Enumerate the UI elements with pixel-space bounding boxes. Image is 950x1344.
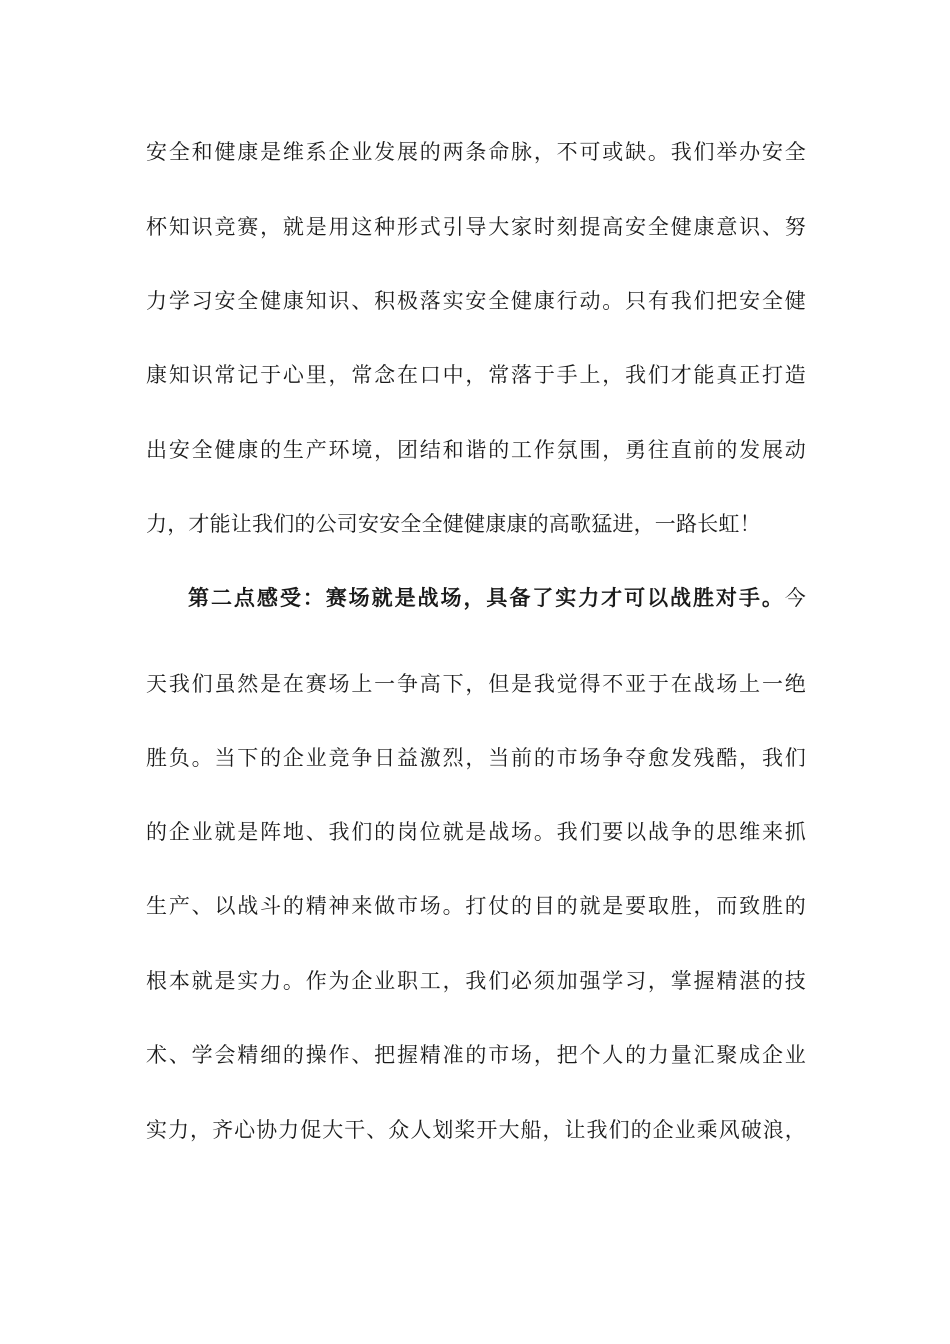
paragraph-2-line-3: 胜负。当下的企业竞争日益激烈，当前的市场争夺愈发残酷，我们 [146,746,806,770]
paragraph-2-line-1-rest: 今 [784,586,806,610]
paragraph-2-line-5: 生产、以战斗的精神来做市场。打仗的目的就是要取胜，而致胜的 [146,894,806,918]
paragraph-2-heading: 第二点感受：赛场就是战场，具备了实力才可以战胜对手。 [188,585,785,610]
paragraph-2-line-2: 天我们虽然是在赛场上一争高下，但是我觉得不亚于在战场上一绝 [146,672,806,696]
paragraph-1-line-6: 力，才能让我们的公司安安全全健健康康的高歌猛进，一路长虹！ [146,512,761,536]
paragraph-1-line-4: 康知识常记于心里，常念在口中，常落于手上，我们才能真正打造 [146,363,806,387]
paragraph-2-line-4: 的企业就是阵地、我们的岗位就是战场。我们要以战争的思维来抓 [146,820,806,844]
paragraph-2-line-6: 根本就是实力。作为企业职工，我们必须加强学习，掌握精湛的技 [146,969,806,993]
paragraph-2-line-8: 实力，齐心协力促大干、众人划桨开大船，让我们的企业乘风破浪， [146,1118,806,1142]
paragraph-1-line-2: 杯知识竞赛，就是用这种形式引导大家时刻提高安全健康意识、努 [146,215,806,239]
paragraph-1-line-1: 安全和健康是维系企业发展的两条命脉，不可或缺。我们举办安全 [146,140,806,164]
paragraph-2-line-1 [188,578,806,618]
paragraph-1-line-3: 力学习安全健康知识、积极落实安全健康行动。只有我们把安全健 [146,289,806,313]
paragraph-2-line-7: 术、学会精细的操作、把握精准的市场，把个人的力量汇聚成企业 [146,1043,806,1067]
paragraph-1-line-5: 出安全健康的生产环境，团结和谐的工作氛围，勇往直前的发展动 [146,438,806,462]
